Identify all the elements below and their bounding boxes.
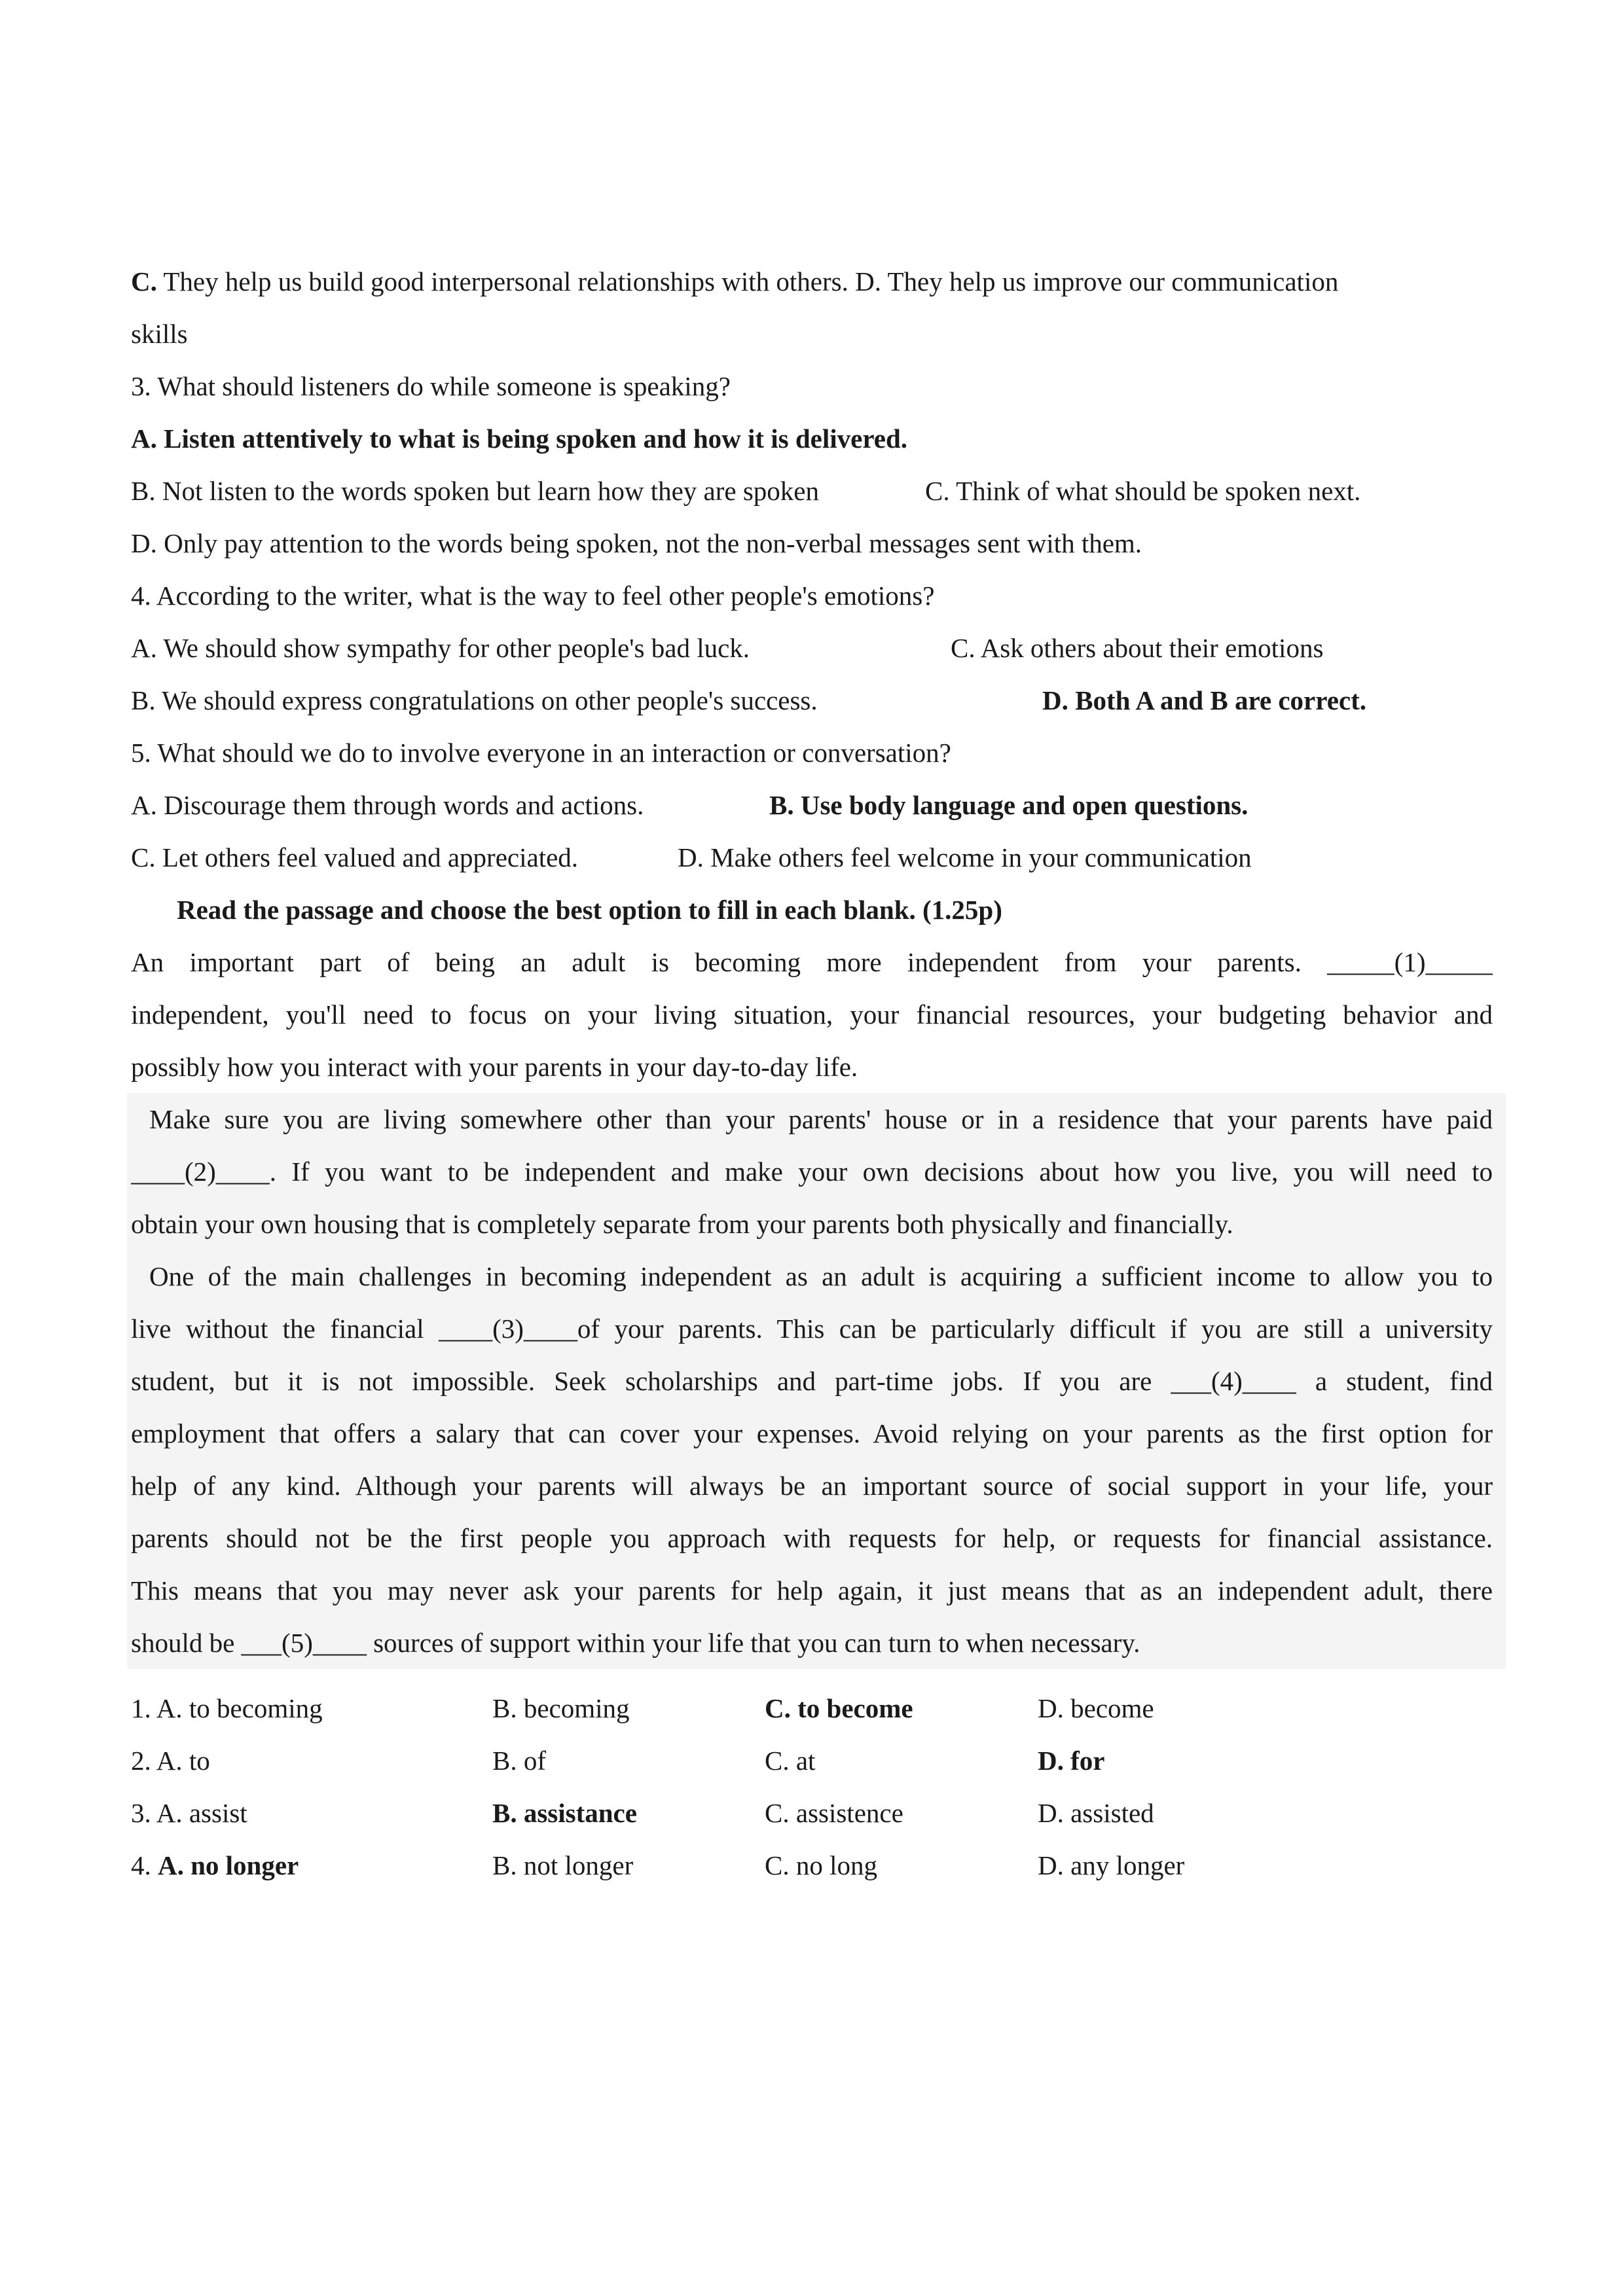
answer-option-a: A. no longer (158, 1850, 299, 1880)
answer-row (131, 1839, 1493, 1892)
answer-option-c: C. no long (765, 1850, 877, 1880)
answer-option-a: 3. A. assist (131, 1798, 247, 1828)
passage-p2-line3: obtain your own housing that is completely separate from your parents both physically and financially. (131, 1209, 1233, 1239)
q2-option-d: D. They help us improve our communication (855, 266, 1339, 296)
answer-option-a: 2. A. to (131, 1746, 210, 1776)
q2-option-c-letter: C. (131, 266, 157, 296)
answer-option-d: D. become (1038, 1693, 1154, 1723)
q5-option-a: A. Discourage them through words and actions. (131, 790, 644, 820)
answer-option-d: D. for (1038, 1746, 1105, 1776)
q4-option-d: D. Both A and B are correct. (1042, 685, 1367, 715)
q5-options-ab (131, 779, 1493, 831)
q4-options-bd (131, 674, 1493, 726)
answer-option-b: B. assistance (492, 1798, 637, 1828)
worksheet-page (131, 255, 1493, 1892)
q5-question: 5. What should we do to involve everyone in an interaction or conversation? (131, 738, 951, 768)
passage-p3-line1: One of the main challenges in becoming independent as an adult is acquiring a sufficient income to allow you to (149, 1261, 1493, 1291)
answer-option-b: B. becoming (492, 1693, 630, 1723)
q4-option-c: C. Ask others about their emotions (951, 633, 1324, 663)
q5-options-cd (131, 831, 1493, 884)
q2-option-c-text: They help us build good interpersonal relationships with others. (156, 266, 856, 296)
answer-option-c: C. to become (765, 1693, 913, 1723)
passage-p1-line2: independent, you'll need to focus on your living situation, your financial resources, your budgeting behavior and (131, 999, 1493, 1030)
answer-option-d: D. assisted (1038, 1798, 1154, 1828)
section-heading: Read the passage and choose the best option to fill in each blank. (1.25p) (177, 895, 1002, 925)
answer-option-a: 1. A. to becoming (131, 1693, 323, 1723)
passage-p1-line3: possibly how you interact with your parents in your day-to-day life. (131, 1052, 858, 1082)
q4-question: 4. According to the writer, what is the way to feel other people's emotions? (131, 581, 935, 611)
answer-options-grid (131, 1682, 1493, 1892)
q3-option-d: D. Only pay attention to the words being spoken, not the non-verbal messages sent with them. (131, 528, 1142, 558)
q2-options-cd (131, 255, 1493, 308)
answer-option-c: C. at (765, 1746, 816, 1776)
q2-option-d-wrap: skills (131, 319, 188, 349)
answer-number: 4. (131, 1850, 158, 1880)
q5-option-b: B. Use body language and open questions. (769, 790, 1249, 820)
answer-option-a-group (131, 1839, 299, 1892)
q3-options-bc (131, 465, 1493, 517)
passage-shaded-block (127, 1093, 1506, 1669)
q5-option-d: D. Make others feel welcome in your communication (678, 842, 1252, 872)
answer-row (131, 1682, 1493, 1734)
q4-option-a: A. We should show sympathy for other people's bad luck. (131, 633, 750, 663)
q5-option-c: C. Let others feel valued and appreciated. (131, 842, 579, 872)
passage-p3-line8: should be ___(5)____ sources of support within your life that you can turn to when necessary. (131, 1628, 1140, 1658)
passage-p3-line6: parents should not be the first people you approach with requests for help, or requests for financial assistance. (131, 1523, 1493, 1553)
answer-option-c: C. assistence (765, 1798, 903, 1828)
passage-p3-line3: student, but it is not impossible. Seek scholarships and part-time jobs. If you are ___(4)____ a student, find (131, 1366, 1493, 1396)
passage-p2-line1: Make sure you are living somewhere other than your parents' house or in a residence that your parents have paid (149, 1104, 1493, 1134)
answer-row (131, 1734, 1493, 1787)
answer-option-d: D. any longer (1038, 1850, 1185, 1880)
passage-p1-line1: An important part of being an adult is becoming more independent from your parents. _____(1)_____ (131, 947, 1493, 977)
passage-p3-line7: This means that you may never ask your parents for help again, it just means that as an independent adult, there (131, 1575, 1493, 1605)
q4-options-ac (131, 622, 1493, 674)
answer-option-b: B. of (492, 1746, 546, 1776)
q3-option-a: A. Listen attentively to what is being spoken and how it is delivered. (131, 423, 908, 454)
answer-row (131, 1787, 1493, 1839)
passage-p2-line2: ____(2)____. If you want to be independent and make your own decisions about how you live, you will need to (131, 1157, 1493, 1187)
passage-p3-line4: employment that offers a salary that can cover your expenses. Avoid relying on your parents as the first option for (131, 1418, 1493, 1448)
answer-option-b: B. not longer (492, 1850, 634, 1880)
q4-option-b: B. We should express congratulations on other people's success. (131, 685, 818, 715)
q3-question: 3. What should listeners do while someone is speaking? (131, 371, 731, 401)
q3-option-c: C. Think of what should be spoken next. (925, 476, 1361, 506)
passage-p3-line2: live without the financial ____(3)____of your parents. This can be particularly difficult if you are still a university (131, 1314, 1493, 1344)
passage-p3-line5: help of any kind. Although your parents will always be an important source of social support in your life, your (131, 1471, 1493, 1501)
q3-option-b: B. Not listen to the words spoken but learn how they are spoken (131, 476, 820, 506)
